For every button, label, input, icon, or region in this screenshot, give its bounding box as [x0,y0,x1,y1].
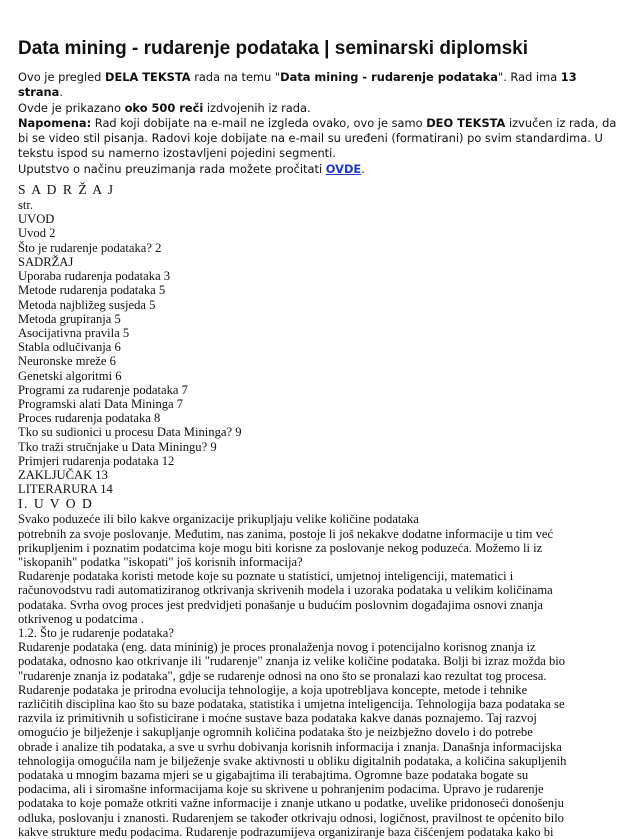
toc-entry: Genetski algoritmi 6 [18,368,122,383]
download-instructions-link[interactable]: OVDE [325,161,362,176]
toc-heading: S A D R Ž A J [18,182,115,198]
definition-paragraph [18,640,622,839]
intro-paragraph [18,512,622,626]
page-title: Data mining - rudarenje podataka | seminarski diplomski [18,38,529,59]
toc-entry: LITERARURA 14 [18,482,113,497]
intro-emphasis: DELA TEKSTA [105,70,191,84]
intro-page-count: 13 strana [18,70,577,100]
intro-text: izdvojenih iz rada. [203,100,311,115]
paragraph-line: kakve strukture među podacima. Rudarenje podrazumijeva organiziranje baza čišćenjem podataka kako bi [18,824,554,839]
intro-note [18,116,622,162]
paragraph-line: potrebnih za svoje poslovanje. Međutim, nas zanima, postoje li još nekakve dodatne informacije u tim već [18,526,554,541]
paragraph-line: obrade i analize tih podataka, a sve u svrhu dobivanja korisnih informacija i znanja. Današnja informacijska [18,739,562,754]
intro-howto [18,162,622,177]
note-text: Rad koji dobijate na e-mail ne izgleda ovako, ovo je samo [91,115,427,130]
paragraph-line: omogućio je bilježenje i sakupljanje ogromnih količina podataka što je neizbježno dovelo i do potrebe [18,725,533,740]
toc-entry: SADRŽAJ [18,254,74,269]
note-text: izvučen iz rada, da bi se video stil pisanja. Radovi koje dobijate na e-mail su uređeni (formatirani) po svim standardima. U tekstu ispod su namerno izostavljeni pojedini segmenti. [18,115,617,161]
toc-entry: Proces rudarenja podataka 8 [18,411,161,426]
paragraph-line: razvila iz primitivnih u sofisticirane i moćne sustave baza podataka kakve danas poznajemo. Taj razvoj [18,711,537,726]
paragraph-line: podataka to koje pomaže otkriti važne informacije i znanje utkano u podatke, uvelike pridonoseći donošenju [18,796,564,811]
intro-text: . [59,85,63,100]
paragraph-line: Rudarenje podataka je prirodna evolucija tehnologije, a koja upotrebljava koncepte, metode i tehnike [18,682,528,697]
paragraph-line: otkrivenog u podatcima . [18,611,144,626]
intro-line-words [18,101,622,116]
toc-entry: Neuronske mreže 6 [18,354,116,369]
paragraph-line: "rudarenje znanja iz podataka", gdje se rudarenje odnosi na ono što se pronalazi kao rezultat tog procesa. [18,668,547,683]
toc-entry: Metoda najbližeg susjeda 5 [18,297,156,312]
toc-entry: ZAKLJUČAK 13 [18,467,108,482]
intro-text: ". Rad ima [497,70,561,84]
paragraph-line: Rudarenje podataka koristi metode koje su poznate u statistici, umjetnoj inteligenciji, matematici i [18,569,514,584]
paragraph-line: "iskopanih" podatka "iskopati" još korisnih informacija? [18,554,303,569]
paragraph-line: odluka, poslovanju i znanosti. Rudarenjem se također otkrivaju odnosi, logičnost, pravilnost te općenito bilo [18,810,564,825]
paragraph-line: podataka u mnogim bazama mjeri se u gigabajtima ili terabajtima. Ogromne baze podataka bogate su [18,768,529,782]
paragraph-line: različitih disciplina kao što su baze podataka, statistika i umjetna inteligencija. Tehnologija baza podataka se [18,696,565,711]
toc-entry: Uvod 2 [18,226,56,241]
intro-line-summary [18,70,622,101]
toc-entry: Asocijativna pravila 5 [18,325,130,340]
toc-entry: Stabla odlučivanja 6 [18,340,121,355]
paragraph-line: računovodstvu radi automatiziranog otkrivanja skrivenih modela i uzoraka podataka u velikim količinama [18,583,553,598]
intro-text: Ovo je pregled [18,70,106,84]
toc-entry: Metode rudarenja podataka 5 [18,283,166,298]
paragraph-line: podacima, ali i siromašne informacijama koje su skrivene u pohranjenim podacima. Upravo je rudarenje [18,782,544,797]
note-label: Napomena: [18,115,92,130]
intro-text: Ovde je prikazano [18,100,125,115]
toc-entry: Tko su sudionici u procesu Data Mininga? 9 [18,425,242,440]
paragraph-line: Rudarenje podataka (eng. data mininig) je proces pronalaženja novog i potencijalno korisnog znanja iz [18,640,536,655]
toc-entry: Metoda grupiranja 5 [18,311,121,326]
intro-topic: Data mining - rudarenje podataka [280,70,498,84]
paragraph-line: podataka, odnosno kao otkrivanje ili "rudarenje" znanja iz velike količine podataka. Bolji bi izraz možda bio [18,654,566,669]
intro-word-count: oko 500 reči [124,100,204,115]
toc-entry: UVOD [18,212,55,227]
intro-text: rada na temu " [190,70,281,84]
toc-entry: Primjeri rudarenja podataka 12 [18,453,175,468]
note-emphasis: DEO TEKSTA [426,115,506,130]
howto-text: . [361,161,365,176]
document-page [18,37,622,839]
toc-entry: Tko traži stručnjake u Data Miningu? 9 [18,439,217,454]
paragraph-line: podataka. Svrha ovog proces jest predvidjeti ponašanje u budućim poslovnim događajima osnovi znanja [18,597,543,612]
intro-block [18,70,622,177]
paragraph-line: prikupljenim i poznatim podatcima koje mogu biti korisne za poslovanje nekog poduzeća. Možemo li iz [18,540,543,555]
table-of-contents [18,198,622,496]
section-heading: I. U V O D [18,496,94,512]
paragraph-line: Svako poduzeće ili bilo kakve organizacije prikupljaju velike količine podataka [18,512,419,527]
howto-text: Uputstvo o načinu preuzimanja rada možete pročitati [18,161,326,176]
document-body [18,182,622,839]
toc-entry: Programi za rudarenje podataka 7 [18,382,188,397]
paragraph-line: tehnologija omogućila nam je bilježenje svake aktivnosti u obliku digitalnih podataka, a količina sakupljenih [18,753,567,768]
toc-entry: Što je rudarenje podataka? 2 [18,240,162,255]
subheading: 1.2. Što je rudarenje podataka? [18,625,174,640]
toc-entry: str. [18,198,34,213]
toc-entry: Programski alati Data Mininga 7 [18,396,184,411]
toc-entry: Uporaba rudarenja podataka 3 [18,269,171,284]
